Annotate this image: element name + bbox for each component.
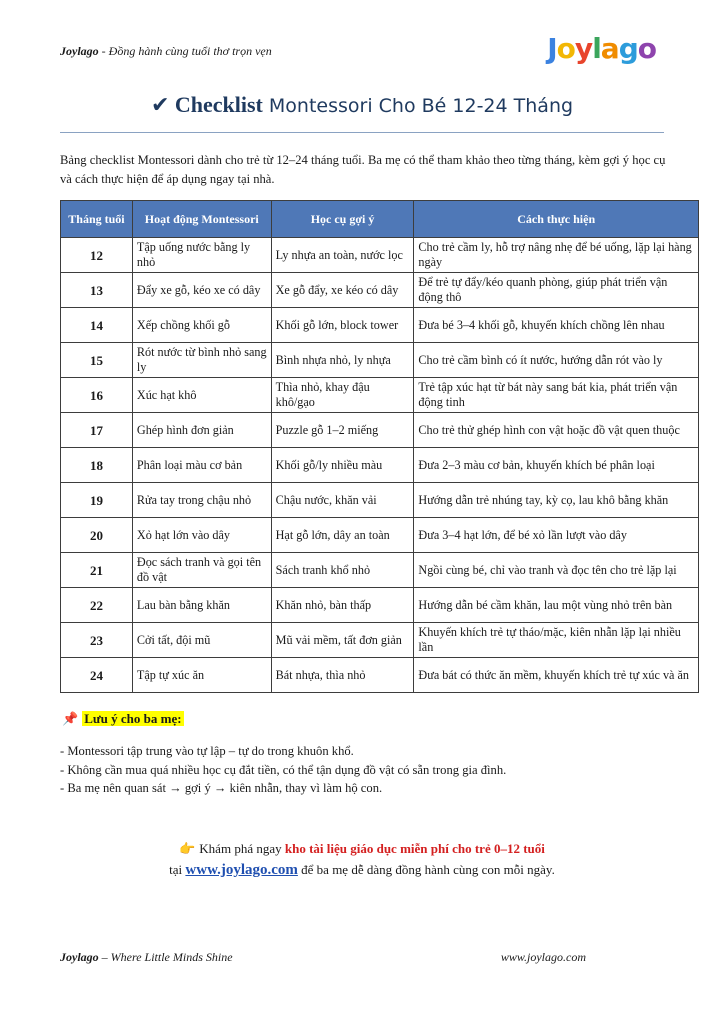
pointing-hand-icon: 👉 bbox=[179, 841, 196, 856]
brand-name: Joylago bbox=[60, 44, 99, 58]
materials-cell: Khối gỗ lớn, block tower bbox=[271, 308, 414, 343]
promo-block bbox=[0, 838, 724, 881]
promo-line2-prefix: tại bbox=[169, 862, 186, 877]
checkmark-icon: ✔ bbox=[150, 92, 170, 117]
month-cell: 23 bbox=[61, 623, 133, 658]
activity-cell: Xúc hạt khô bbox=[132, 378, 271, 413]
materials-cell: Thìa nhỏ, khay đậu khô/gạo bbox=[271, 378, 414, 413]
materials-cell: Hạt gỗ lớn, dây an toàn bbox=[271, 518, 414, 553]
method-cell: Cho trẻ thử ghép hình con vật hoặc đồ vật quen thuộc bbox=[414, 413, 699, 448]
materials-cell: Ly nhựa an toàn, nước lọc bbox=[271, 238, 414, 273]
pushpin-icon: 📌 bbox=[62, 711, 79, 726]
activity-cell: Đẩy xe gỗ, kéo xe có dây bbox=[132, 273, 271, 308]
promo-highlight: kho tài liệu giáo dục miễn phí cho trẻ 0–12 tuổi bbox=[284, 841, 545, 856]
footer-brand: Joylago bbox=[60, 950, 99, 964]
activity-cell: Rót nước từ bình nhỏ sang ly bbox=[132, 343, 271, 378]
activity-cell: Tập tự xúc ăn bbox=[132, 658, 271, 693]
header-tagline bbox=[60, 44, 272, 59]
header-materials: Học cụ gợi ý bbox=[271, 201, 414, 238]
activity-cell: Cởi tất, đội mũ bbox=[132, 623, 271, 658]
month-cell: 16 bbox=[61, 378, 133, 413]
table-header-row bbox=[61, 201, 699, 238]
footer-slogan-text: – Where Little Minds Shine bbox=[98, 950, 233, 964]
month-cell: 21 bbox=[61, 553, 133, 588]
method-cell: Khuyến khích trẻ tự tháo/mặc, kiên nhẫn lặp lại nhiều lần bbox=[414, 623, 699, 658]
note-heading bbox=[62, 711, 184, 727]
checklist-table bbox=[60, 200, 699, 693]
month-cell: 14 bbox=[61, 308, 133, 343]
promo-prefix: Khám phá ngay bbox=[199, 841, 285, 856]
table-row bbox=[61, 308, 699, 343]
method-cell: Đưa 3–4 hạt lớn, để bé xỏ lần lượt vào dây bbox=[414, 518, 699, 553]
title-strong: Checklist bbox=[174, 92, 263, 117]
table-row bbox=[61, 238, 699, 273]
page-title bbox=[0, 92, 724, 118]
note-item: - Ba mẹ nên quan sát → gợi ý → kiên nhẫn, thay vì làm hộ con. bbox=[60, 781, 383, 795]
materials-cell: Puzzle gỗ 1–2 miếng bbox=[271, 413, 414, 448]
materials-cell: Khối gỗ/ly nhiều màu bbox=[271, 448, 414, 483]
table-row bbox=[61, 588, 699, 623]
method-cell: Đưa 2–3 màu cơ bản, khuyến khích bé phân loại bbox=[414, 448, 699, 483]
method-cell: Đưa bát có thức ăn mềm, khuyến khích trẻ tự xúc và ăn bbox=[414, 658, 699, 693]
materials-cell: Xe gỗ đẩy, xe kéo có dây bbox=[271, 273, 414, 308]
title-rest: Montessori Cho Bé 12-24 Tháng bbox=[262, 95, 574, 117]
month-cell: 19 bbox=[61, 483, 133, 518]
activity-cell: Tập uống nước bằng ly nhỏ bbox=[132, 238, 271, 273]
materials-cell: Bình nhựa nhỏ, ly nhựa bbox=[271, 343, 414, 378]
activity-cell: Ghép hình đơn giản bbox=[132, 413, 271, 448]
month-cell: 20 bbox=[61, 518, 133, 553]
note-item: - Montessori tập trung vào tự lập – tự do trong khuôn khổ. bbox=[60, 744, 354, 758]
table-row bbox=[61, 448, 699, 483]
materials-cell: Chậu nước, khăn vải bbox=[271, 483, 414, 518]
logo-letter: o bbox=[637, 32, 656, 65]
joylago-logo bbox=[547, 32, 656, 65]
logo-letter: g bbox=[618, 32, 638, 65]
method-cell: Hướng dẫn bé cầm khăn, lau một vùng nhỏ trên bàn bbox=[414, 588, 699, 623]
method-cell: Để trẻ tự đẩy/kéo quanh phòng, giúp phát triển vận động thô bbox=[414, 273, 699, 308]
header-method: Cách thực hiện bbox=[414, 201, 699, 238]
activity-cell: Xỏ hạt lớn vào dây bbox=[132, 518, 271, 553]
materials-cell: Sách tranh khổ nhỏ bbox=[271, 553, 414, 588]
month-cell: 18 bbox=[61, 448, 133, 483]
method-cell: Ngồi cùng bé, chỉ vào tranh và đọc tên cho trẻ lặp lại bbox=[414, 553, 699, 588]
method-cell: Cho trẻ cầm ly, hỗ trợ nâng nhẹ để bé uống, lặp lại hàng ngày bbox=[414, 238, 699, 273]
activity-cell: Phân loại màu cơ bản bbox=[132, 448, 271, 483]
table-row bbox=[61, 273, 699, 308]
header-month: Tháng tuổi bbox=[61, 201, 133, 238]
logo-letter: o bbox=[556, 32, 575, 65]
logo-letter: l bbox=[592, 32, 601, 65]
month-cell: 22 bbox=[61, 588, 133, 623]
title-divider bbox=[60, 132, 664, 133]
month-cell: 17 bbox=[61, 413, 133, 448]
materials-cell: Mũ vải mềm, tất đơn giản bbox=[271, 623, 414, 658]
promo-line2-suffix: để ba mẹ dễ dàng đồng hành cùng con mỗi ngày. bbox=[297, 862, 555, 877]
table-row bbox=[61, 343, 699, 378]
month-cell: 24 bbox=[61, 658, 133, 693]
table-row bbox=[61, 518, 699, 553]
method-cell: Cho trẻ cầm bình có ít nước, hướng dẫn rót vào ly bbox=[414, 343, 699, 378]
table-row bbox=[61, 658, 699, 693]
table-row bbox=[61, 623, 699, 658]
month-cell: 15 bbox=[61, 343, 133, 378]
activity-cell: Xếp chồng khối gỗ bbox=[132, 308, 271, 343]
table-row bbox=[61, 378, 699, 413]
materials-cell: Khăn nhỏ, bàn thấp bbox=[271, 588, 414, 623]
footer-url[interactable]: www.joylago.com bbox=[500, 950, 586, 964]
note-list bbox=[60, 742, 506, 798]
note-title-text: Lưu ý cho ba mẹ: bbox=[84, 711, 182, 726]
intro-paragraph: Bảng checklist Montessori dành cho trẻ từ 12–24 tháng tuổi. Ba mẹ có thể tham khảo theo từng tháng, kèm gợi ý học cụ và cách thực hiện để áp dụng ngay tại nhà. bbox=[60, 153, 666, 186]
method-cell: Hướng dẫn trẻ nhúng tay, kỳ cọ, lau khô bằng khăn bbox=[414, 483, 699, 518]
note-item: - Không cần mua quá nhiều học cụ đắt tiền, có thể tận dụng đồ vật có sẵn trong gia đình. bbox=[60, 762, 507, 777]
logo-letter: y bbox=[574, 32, 593, 65]
activity-cell: Lau bàn bằng khăn bbox=[132, 588, 271, 623]
logo-letter: a bbox=[600, 32, 619, 65]
footer-slogan bbox=[60, 950, 233, 965]
page-header bbox=[60, 32, 664, 80]
table-row bbox=[61, 483, 699, 518]
logo-letter: J bbox=[547, 32, 557, 65]
method-cell: Đưa bé 3–4 khối gỗ, khuyến khích chồng lên nhau bbox=[414, 308, 699, 343]
table-row bbox=[61, 553, 699, 588]
method-cell: Trẻ tập xúc hạt từ bát này sang bát kia, phát triển vận động tinh bbox=[414, 378, 699, 413]
header-activity: Hoạt động Montessori bbox=[132, 201, 271, 238]
tagline-text: - Đồng hành cùng tuổi thơ trọn vẹn bbox=[98, 44, 272, 58]
activity-cell: Đọc sách tranh và gọi tên đồ vật bbox=[132, 553, 271, 588]
month-cell: 13 bbox=[61, 273, 133, 308]
month-cell: 12 bbox=[61, 238, 133, 273]
website-link[interactable]: www.joylago.com bbox=[185, 862, 298, 878]
table-row bbox=[61, 413, 699, 448]
materials-cell: Bát nhựa, thìa nhỏ bbox=[271, 658, 414, 693]
activity-cell: Rửa tay trong chậu nhỏ bbox=[132, 483, 271, 518]
